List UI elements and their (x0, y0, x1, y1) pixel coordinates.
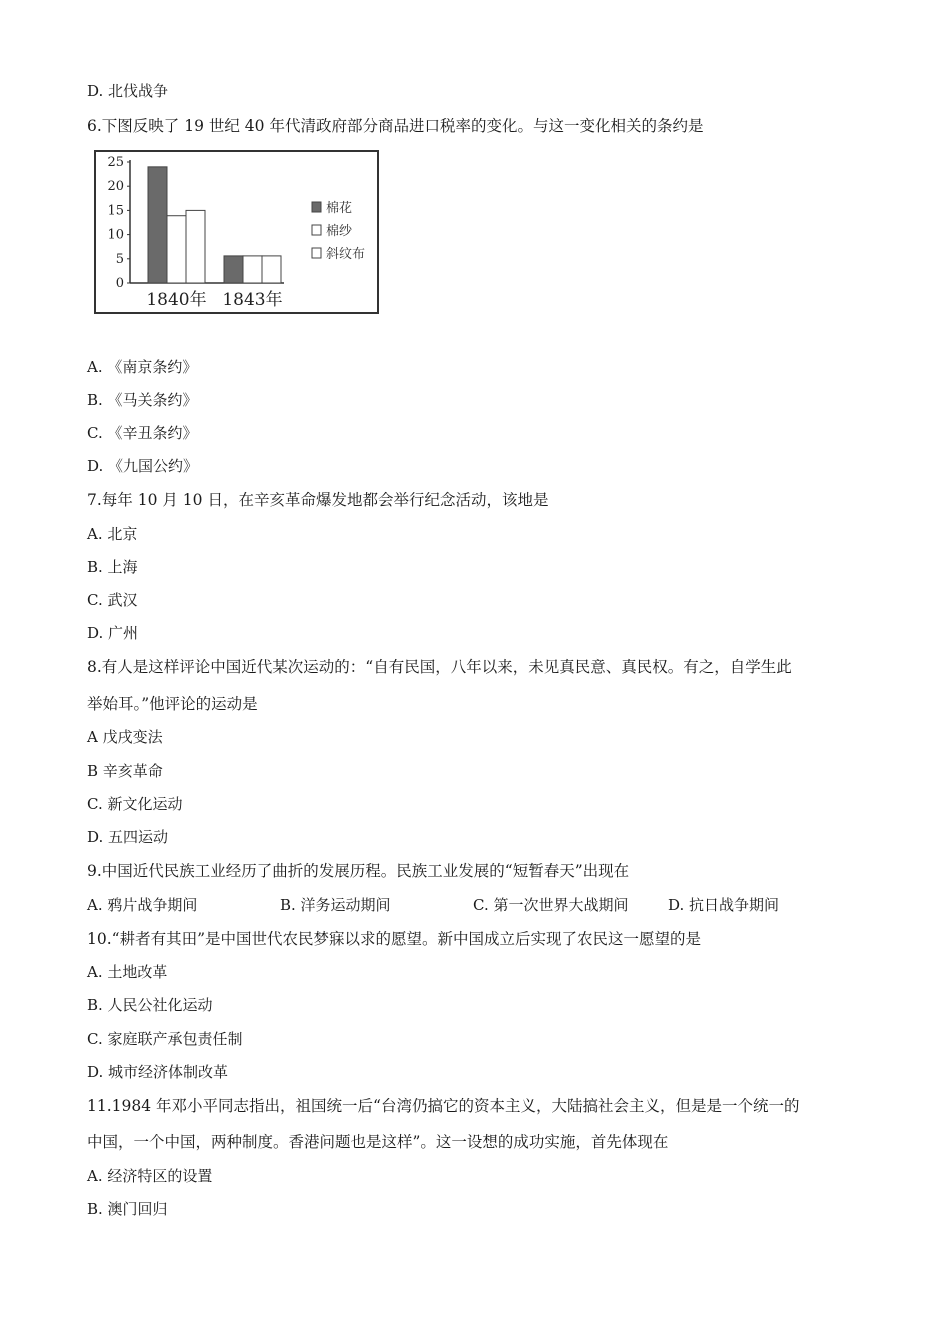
question-8-line1: 8.有人是这样评论中国近代某次运动的：“自有民国，八年以来，未见真民意、真民权。有之，自学生此 (87, 658, 792, 676)
q6-option-d[interactable]: D. 《九国公约》 (87, 457, 199, 475)
q9-option-b[interactable]: B. 洋务运动期间 (280, 896, 391, 914)
q6-option-a[interactable]: A. 《南京条约》 (87, 358, 198, 376)
question-7: 7.每年 10 月 10 日，在辛亥革命爆发地都会举行纪念活动，该地是 (87, 491, 549, 509)
q9-option-c[interactable]: C. 第一次世界大战期间 (473, 896, 629, 914)
q10-option-d[interactable]: D. 城市经济体制改革 (87, 1063, 229, 1081)
x-category-label: 1843年 (222, 290, 283, 310)
legend-label: 棉纱 (326, 224, 353, 239)
question-9: 9.中国近代民族工业经历了曲折的发展历程。民族工业发展的“短暂春天”出现在 (87, 862, 630, 880)
q9-option-a[interactable]: A. 鸦片战争期间 (87, 896, 198, 914)
y-tick-label: 5 (115, 251, 124, 267)
q11-option-a[interactable]: A. 经济特区的设置 (87, 1167, 213, 1185)
legend-label: 棉花 (326, 201, 353, 216)
bar-1-2 (167, 216, 186, 283)
question-8-line2: 举始耳。”他评论的运动是 (87, 695, 258, 713)
legend-swatch (312, 202, 321, 212)
question-11-line1: 11.1984 年邓小平同志指出，祖国统一后“台湾仍搞它的资本主义，大陆搞社会主义，但是是一个统一的 (87, 1097, 800, 1115)
bar-2-3 (262, 256, 281, 283)
q8-option-a[interactable]: A 戊戌变法 (87, 728, 163, 746)
q7-option-b[interactable]: B. 上海 (87, 558, 138, 576)
question-10: 10.“耕者有其田”是中国世代农民梦寐以求的愿望。新中国成立后实现了农民这一愿望的是 (87, 930, 702, 948)
q7-option-c[interactable]: C. 武汉 (87, 591, 138, 609)
q6-option-c[interactable]: C. 《辛丑条约》 (87, 424, 198, 442)
q7-option-d[interactable]: D. 广州 (87, 624, 139, 642)
legend-swatch (312, 248, 321, 258)
y-tick-label: 15 (107, 203, 124, 219)
y-tick-label: 10 (107, 227, 124, 243)
q9-options-row (87, 895, 847, 915)
q7-option-a[interactable]: A. 北京 (87, 525, 138, 543)
q9-option-d[interactable]: D. 抗日战争期间 (668, 896, 780, 914)
q10-option-a[interactable]: A. 土地改革 (87, 963, 168, 981)
x-category-label: 1840年 (146, 290, 207, 310)
y-tick-label: 20 (107, 179, 124, 195)
q8-option-c[interactable]: C. 新文化运动 (87, 795, 183, 813)
bar-1-1 (148, 167, 167, 283)
legend-label: 斜纹布 (326, 247, 366, 262)
q8-option-b[interactable]: B 辛亥革命 (87, 762, 163, 780)
bar-2-2 (243, 256, 262, 283)
q10-option-c[interactable]: C. 家庭联产承包责任制 (87, 1030, 243, 1048)
y-tick-label: 25 (107, 155, 124, 170)
question-6: 6.下图反映了 19 世纪 40 年代清政府部分商品进口税率的变化。与这一变化相关的条约是 (87, 117, 704, 135)
bar-2-1 (224, 256, 243, 283)
legend-swatch (312, 225, 321, 235)
bar-1-3 (186, 210, 205, 283)
q11-option-b[interactable]: B. 澳门回归 (87, 1200, 168, 1218)
q6-option-b[interactable]: B. 《马关条约》 (87, 391, 198, 409)
y-tick-label: 0 (115, 276, 124, 291)
tax-rate-bar-chart (94, 150, 380, 316)
option-d-beifa: D. 北伐战争 (87, 82, 169, 100)
question-11-line2: 中国，一个中国，两种制度。香港问题也是这样”。这一设想的成功实施，首先体现在 (87, 1133, 669, 1151)
q10-option-b[interactable]: B. 人民公社化运动 (87, 996, 213, 1014)
q8-option-d[interactable]: D. 五四运动 (87, 828, 169, 846)
